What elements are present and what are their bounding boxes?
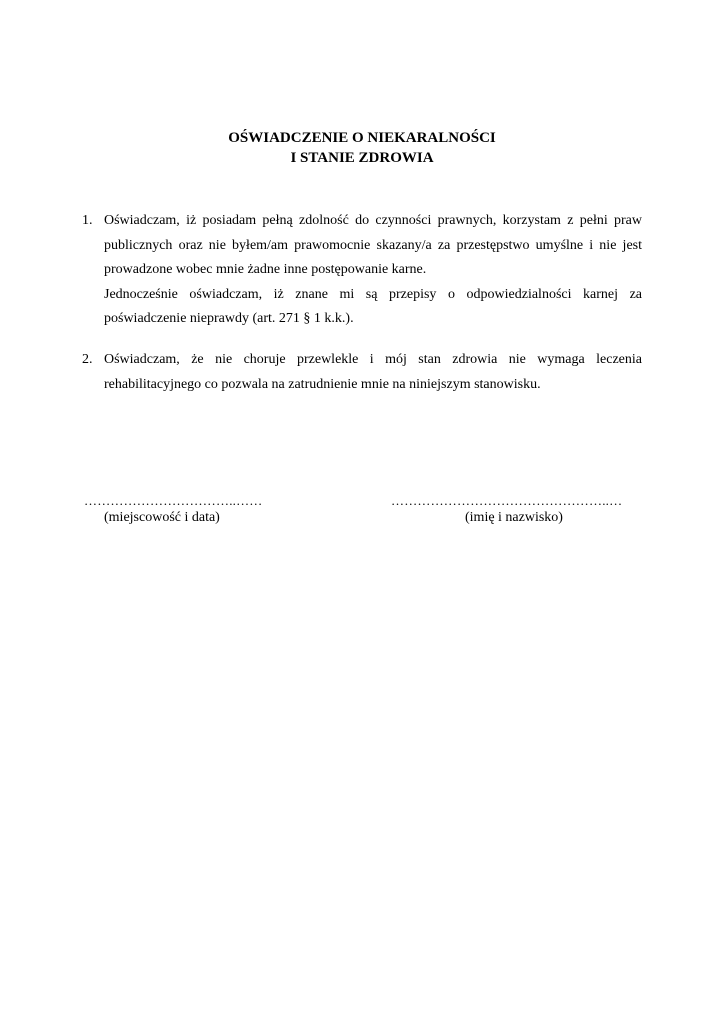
document-title-line2: I STANIE ZDROWIA (290, 150, 434, 166)
item-paragraph: Oświadczam, iż posiadam pełną zdolność do czynności prawnych, korzystam z pełni praw publicznych oraz nie byłem/am prawomocnie skazany/a za przestępstwo umyślne i nie jest prowadzone wobec mnie żadne inne postępowanie karne. (104, 213, 642, 277)
item-body (104, 348, 642, 397)
declaration-item-1 (82, 209, 642, 332)
item-body (104, 209, 642, 332)
name-signature-line: …………………………………………..… (391, 493, 623, 508)
document-title-line1: OŚWIADCZENIE O NIEKARALNOŚCI (228, 130, 496, 146)
place-date-signature-line: ……………………………..…… (84, 493, 263, 508)
item-number: 1. (82, 213, 93, 228)
name-caption: (imię i nazwisko) (465, 510, 563, 525)
item-number: 2. (82, 352, 93, 367)
place-date-caption: (miejscowość i data) (104, 510, 220, 525)
item-paragraph: Jednocześnie oświadczam, iż znane mi są przepisy o odpowiedzialności karnej za poświadczenie nieprawdy (art. 271 § 1 k.k.). (104, 286, 642, 326)
declaration-item-2 (82, 348, 642, 397)
item-paragraph: Oświadczam, że nie choruje przewlekle i mój stan zdrowia nie wymaga leczenia rehabilitacyjnego co pozwala na zatrudnienie mnie na niniejszym stanowisku. (104, 352, 642, 392)
